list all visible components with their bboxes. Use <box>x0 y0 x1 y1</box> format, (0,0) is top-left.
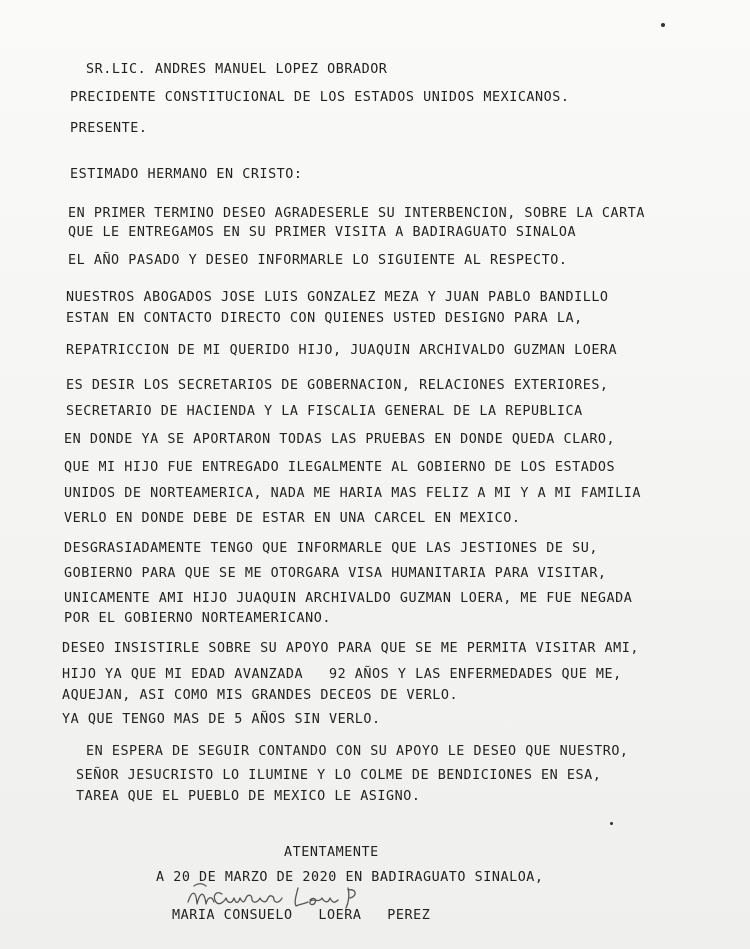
place-date: A 20 DE MARZO DE 2020 EN BADIRAGUATO SINALOA, <box>156 870 544 885</box>
paragraph1-line: EL AÑO PASADO Y DESEO INFORMARLE LO SIGUIENTE AL RESPECTO. <box>68 253 568 268</box>
paragraph2-line: VERLO EN DONDE DEBE DE ESTAR EN UNA CARCEL EN MEXICO. <box>64 511 521 526</box>
paragraph2-line: EN DONDE YA SE APORTARON TODAS LAS PRUEBAS EN DONDE QUEDA CLARO, <box>64 432 616 447</box>
paragraph2-line: REPATRICCION DE MI QUERIDO HIJO, JUAQUIN ARCHIVALDO GUZMAN LOERA <box>66 343 618 358</box>
scan-speck <box>661 23 665 27</box>
paragraph1-line: QUE LE ENTREGAMOS EN SU PRIMER VISITA A BADIRAGUATO SINALOA <box>68 225 577 240</box>
paragraph5-line: TAREA QUE EL PUEBLO DE MEXICO LE ASIGNO. <box>76 789 421 804</box>
paragraph3-line: POR EL GOBIERNO NORTEAMERICANO. <box>64 611 331 626</box>
addressee-line-2: PRECIDENTE CONSTITUCIONAL DE LOS ESTADOS UNIDOS MEXICANOS. <box>70 90 570 105</box>
paragraph2-line: QUE MI HIJO FUE ENTREGADO ILEGALMENTE AL GOBIERNO DE LOS ESTADOS <box>64 460 616 475</box>
paragraph3-line: UNICAMENTE AMI HIJO JUAQUIN ARCHIVALDO GUZMAN LOERA, ME FUE NEGADA <box>64 591 633 606</box>
paragraph2-line: SECRETARIO DE HACIENDA Y LA FISCALIA GENERAL DE LA REPUBLICA <box>66 404 583 419</box>
paragraph2-line: UNIDOS DE NORTEAMERICA, NADA ME HARIA MAS FELIZ A MI Y A MI FAMILIA <box>64 486 641 501</box>
paragraph4-line: YA QUE TENGO MAS DE 5 AÑOS SIN VERLO. <box>62 712 381 727</box>
presente-line: PRESENTE. <box>70 121 148 136</box>
paragraph4-line: HIJO YA QUE MI EDAD AVANZADA 92 AÑOS Y LAS ENFERMEDADES QUE ME, <box>62 667 622 682</box>
paragraph2-line: ESTAN EN CONTACTO DIRECTO CON QUIENES USTED DESIGNO PARA LA, <box>66 311 583 326</box>
paragraph3-line: GOBIERNO PARA QUE SE ME OTORGARA VISA HUMANITARIA PARA VISITAR, <box>64 566 607 581</box>
closing: ATENTAMENTE <box>284 845 379 860</box>
paragraph5-line: EN ESPERA DE SEGUIR CONTANDO CON SU APOYO LE DESEO QUE NUESTRO, <box>86 744 629 759</box>
addressee-line-1: SR.LIC. ANDRES MANUEL LOPEZ OBRADOR <box>86 62 388 77</box>
paragraph5-line: SEÑOR JESUCRISTO LO ILUMINE Y LO COLME DE BENDICIONES EN ESA, <box>76 768 602 783</box>
salutation: ESTIMADO HERMANO EN CRISTO: <box>70 167 303 182</box>
paragraph2-line: ES DESIR LOS SECRETARIOS DE GOBERNACION, RELACIONES EXTERIORES, <box>66 378 609 393</box>
signer-name: MARIA CONSUELO LOERA PEREZ <box>172 908 431 923</box>
paragraph4-line: AQUEJAN, ASI COMO MIS GRANDES DECEOS DE VERLO. <box>62 688 459 703</box>
paragraph3-line: DESGRASIADAMENTE TENGO QUE INFORMARLE QUE LAS JESTIONES DE SU, <box>64 541 598 556</box>
scan-speck <box>610 822 613 825</box>
paragraph2-line: NUESTROS ABOGADOS JOSE LUIS GONZALEZ MEZA Y JUAN PABLO BANDILLO <box>66 290 609 305</box>
paragraph4-line: DESEO INSISTIRLE SOBRE SU APOYO PARA QUE SE ME PERMITA VISITAR AMI, <box>62 641 639 656</box>
paragraph1-line: EN PRIMER TERMINO DESEO AGRADESERLE SU INTERBENCION, SOBRE LA CARTA <box>68 206 645 221</box>
